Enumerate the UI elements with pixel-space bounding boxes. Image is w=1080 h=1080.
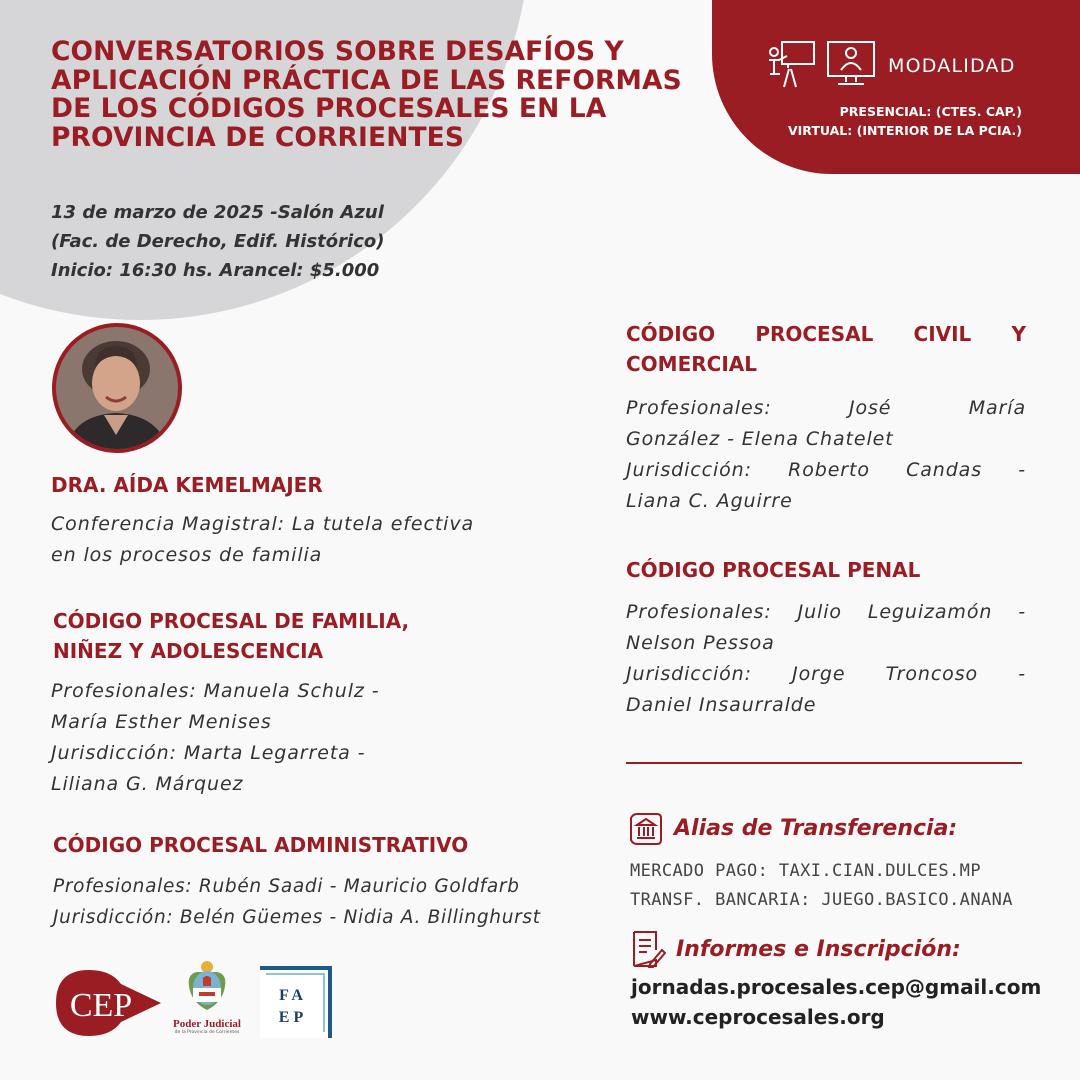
contact-heading-text: Informes e Inscripción: [676,936,961,962]
modality-presencial: PRESENCIAL: (CTES. CAP.) [839,104,1022,119]
title-word: CÓDIGO [626,322,716,346]
body-word: Jurisdicción: [626,663,752,685]
talk-line: en los procesos de familia [51,544,323,566]
body-line: Daniel Insaurralde [626,694,817,716]
cep-logo [54,968,164,1038]
payment-heading [628,810,957,846]
title-word: CIVIL [913,322,972,346]
event-details [51,198,384,285]
body-line: González - Elena Chatelet [626,428,894,450]
body-line: Liliana G. Márquez [51,773,244,795]
body-line: Jurisdicción: Marta Legarreta - [51,742,366,764]
body-word: Jorge [792,663,846,685]
body-word: José [848,397,892,419]
penal-section-body [626,597,1026,721]
title-line: CÓDIGO PROCESAL DE FAMILIA, [53,609,410,633]
penal-section-title: CÓDIGO PROCESAL PENAL [626,558,921,582]
speaker-talk [51,509,474,571]
poder-judicial-sublabel: de la Provincia de Corrientes [174,1030,240,1035]
payment-aliases [630,857,1013,915]
contact-details [631,972,1041,1032]
body-word: Profesionales: [626,601,772,623]
contact-email[interactable]: jornadas.procesales.cep@gmail.com [631,975,1042,999]
body-word: Jurisdicción: [626,459,752,481]
body-line: Profesionales: Manuela Schulz - [51,680,380,702]
body-line: Nelson Pessoa [626,632,775,654]
contact-website[interactable]: www.ceprocesales.org [631,1005,885,1029]
event-venue: (Fac. de Derecho, Edif. Histórico) [51,231,385,252]
body-word: Profesionales: [626,397,772,419]
body-line: Liana C. Aguirre [626,490,793,512]
title-line: CONVERSATORIOS SOBRE DESAFÍOS Y [51,36,624,67]
familia-section-body [51,676,379,800]
form-edit-icon [630,930,666,968]
body-word: Roberto [788,459,870,481]
title-word: PROCESAL [755,322,874,346]
alias-line: MERCADO PAGO: TAXI.CIAN.DULCES.MP [630,861,981,881]
administrativo-section-title: CÓDIGO PROCESAL ADMINISTRATIVO [53,833,469,857]
coat-of-arms-icon [185,958,229,1014]
faep-line1: F A [279,987,303,1004]
event-date: 13 de marzo de 2025 -Salón Azul [51,202,384,223]
body-line: María Esther Menises [51,711,272,733]
title-line: DE LOS CÓDIGOS PROCESALES EN LA [51,93,607,124]
civil-section-body [626,393,1026,517]
title-line: COMERCIAL [626,352,757,376]
presentation-icon [766,40,816,88]
alias-line: TRANSF. BANCARIA: JUEGO.BASICO.ANANA [630,890,1013,910]
body-word: - [1018,459,1026,481]
modality-icons [766,40,876,88]
contact-heading [630,930,961,968]
event-start-fee: Inicio: 16:30 hs. Arancel: $5.000 [51,260,380,281]
faep-line2: E P [278,1009,304,1026]
body-line: Profesionales: Rubén Saadi - Mauricio Goldfarb [53,876,520,897]
faep-logo [258,966,334,1042]
familia-section-title [53,606,409,666]
body-word: María [968,397,1026,419]
title-line: APLICACIÓN PRÁCTICA DE LAS REFORMAS [51,64,682,96]
divider [626,762,1022,764]
speaker-photo [52,323,182,453]
civil-section-title [626,319,1026,379]
poder-judicial-logo [168,958,246,1046]
body-line: Jurisdicción: Belén Güemes - Nidia A. Billinghurst [53,907,541,928]
event-title [51,38,711,152]
body-word: - [1018,601,1026,623]
body-word: - [1018,663,1026,685]
speaker-name: DRA. AÍDA KEMELMAJER [51,473,323,497]
cep-logo-text: CEP [69,987,133,1024]
title-word: Y [1011,322,1026,346]
bank-icon [628,810,664,846]
talk-line: Conferencia Magistral: La tutela efectiva [51,513,475,535]
body-word: Troncoso [885,663,979,685]
body-word: Candas [906,459,983,481]
title-line: PROVINCIA DE CORRIENTES [51,121,465,153]
title-line: NIÑEZ Y ADOLESCENCIA [53,639,324,663]
administrativo-section-body [53,871,541,933]
body-word: Leguizamón [867,601,993,623]
payment-heading-text: Alias de Transferencia: [674,815,958,841]
modality-details [788,102,1022,140]
modality-virtual: VIRTUAL: (INTERIOR DE LA PCIA.) [787,123,1022,138]
monitor-user-icon [826,40,876,88]
body-word: Julio [797,601,842,623]
poder-judicial-label: Poder Judicial [173,1018,241,1030]
modality-label: MODALIDAD [888,55,1016,77]
